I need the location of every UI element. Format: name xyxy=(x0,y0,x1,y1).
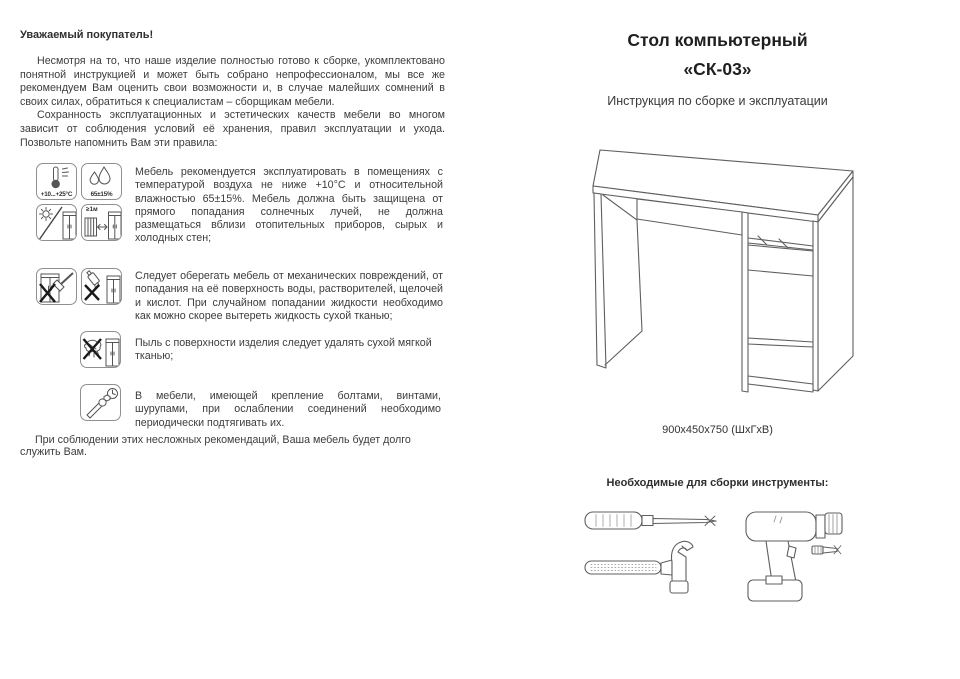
temperature-range-tile xyxy=(36,163,77,200)
screw-bit-illustration xyxy=(812,546,841,555)
no-impact-tile xyxy=(36,268,77,305)
dry-cloth-tile xyxy=(80,331,121,368)
climate-icons-grid xyxy=(36,163,122,241)
desk-drawer xyxy=(748,245,813,276)
hammer-illustration xyxy=(585,541,693,593)
desk-illustration xyxy=(575,138,905,398)
no-impact-icon xyxy=(37,269,77,305)
greeting-heading: Уважаемый покупатель! xyxy=(20,29,154,41)
tools-illustration xyxy=(570,496,860,614)
rule-damage-text: Следует оберегать мебель от механических повреждений, от попадания на её поверхность воды, растворителей, щелочей и кислот. При случайном попадании жидкости необходимо как можно скорее вытереть жидкость сухой тканью; xyxy=(135,270,443,322)
product-model: «СК-03» xyxy=(683,59,752,79)
drill-illustration xyxy=(746,512,842,601)
desk-shelf xyxy=(748,338,813,347)
no-sunlight-icon xyxy=(37,205,77,241)
screwdriver-illustration xyxy=(585,512,716,529)
tighten-fittings-icon xyxy=(81,385,121,421)
dimensions-label: 900х450х750 (ШхГхВ) xyxy=(662,424,773,436)
document-subtitle: Инструкция по сборке и эксплуатации xyxy=(607,94,828,108)
heater-distance-label: ≥1м xyxy=(86,206,98,213)
heater-distance-tile xyxy=(81,204,122,241)
no-liquids-tile xyxy=(81,268,122,305)
no-sunlight-tile xyxy=(36,204,77,241)
humidity-label: 65±15% xyxy=(90,191,113,198)
rule-tighten-text: В мебели, имеющей крепление болтами, винтами, шурупами, при ослаблении соединений необходимо периодически подтягивать их. xyxy=(135,390,441,429)
damage-icons-row xyxy=(36,268,122,305)
humidity-tile xyxy=(81,163,122,200)
intro-paragraph-1: Несмотря на то, что наше изделие полностью готово к сборке, укомплектовано понятной инструкцией и может быть собрано непрофессионалом, мы все же рекомендуем Вам оценить свои возможности и, в случае малейших сомнений в своих силах, обратиться к специалистам – сборщикам мебели. xyxy=(20,55,445,108)
closing-line: При соблюдении этих несложных рекомендаций, Ваша мебель будет долго служить Вам. xyxy=(20,434,411,458)
rule-dust-text: Пыль с поверхности изделия следует удалять сухой мягкой тканью; xyxy=(135,337,432,363)
rule-climate-text: Мебель рекомендуется эксплуатировать в помещениях с температурой воздуха не ниже +10°С и относительной влажностью 65±15%. Мебель должна быть защищена от прямого попадания солнечных лучей, не должна размещаться вблизи отопительных приборов, сырых и холодных стен; xyxy=(135,166,443,245)
tools-heading: Необходимые для сборки инструменты: xyxy=(606,477,829,489)
intro-paragraphs xyxy=(20,55,445,150)
temperature-range-label: +10...+25°С xyxy=(40,191,73,198)
intro-paragraph-2: Сохранность эксплуатационных и эстетических качеств мебели во многом зависит от соблюдения условий её хранения, правил эксплуатации и ухода. Позвольте напомнить Вам эти правила: xyxy=(20,109,445,149)
no-liquids-icon xyxy=(82,269,122,305)
dry-cloth-icon xyxy=(81,332,121,368)
tighten-fittings-tile xyxy=(80,384,121,421)
product-title: Стол компьютерный xyxy=(627,30,808,50)
